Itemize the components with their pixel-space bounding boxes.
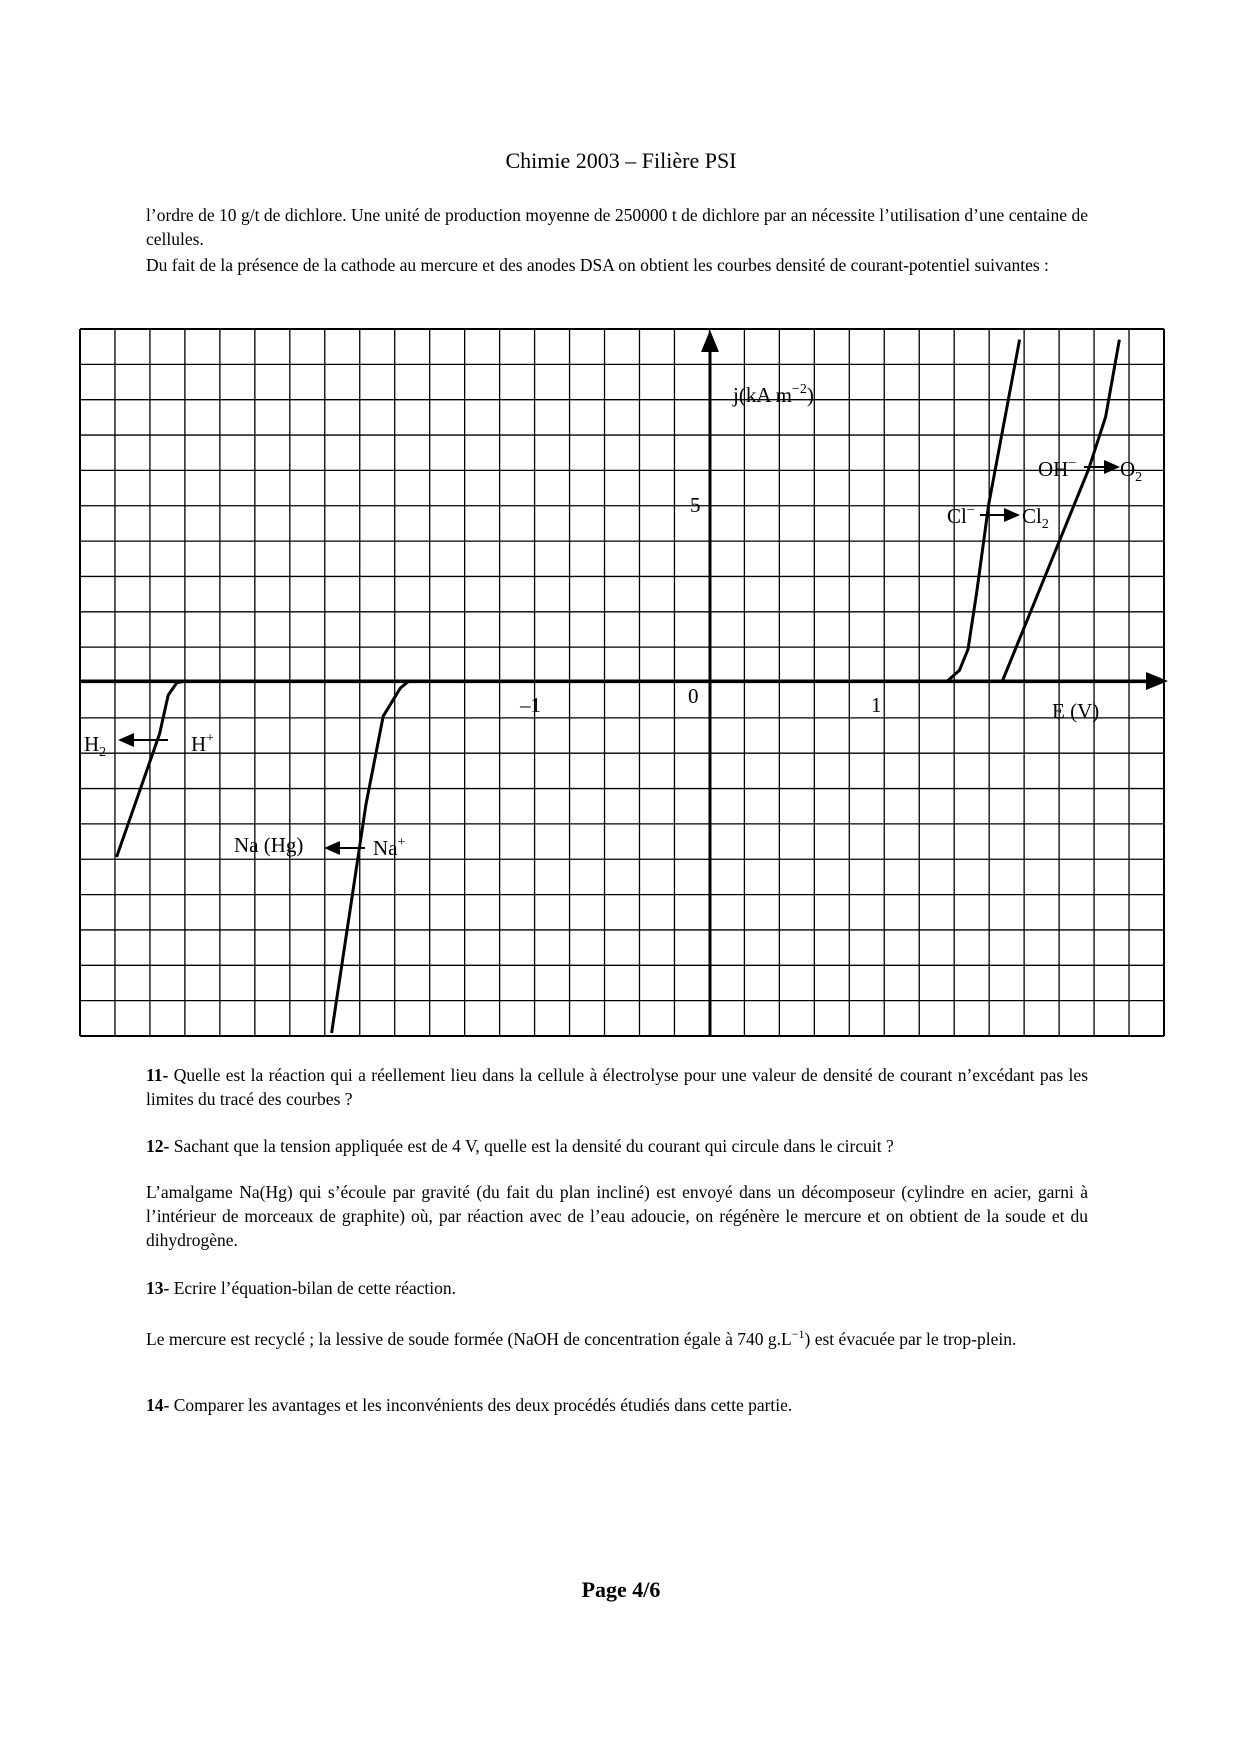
intro-paragraph-2: Du fait de la présence de la cathode au mercure et des anodes DSA on obtient les courbes densité de courant-potentiel suivantes :: [146, 255, 1049, 275]
arrow-right-icon: [1004, 508, 1020, 522]
x-tick-label: 0: [688, 684, 699, 708]
label-h2: $H_2$: [84, 732, 107, 760]
arrow-left-icon: [324, 841, 340, 855]
curve-series: [1002, 340, 1119, 681]
x-tick-label: –1: [520, 693, 541, 717]
label-na-plus: Na+: [373, 835, 406, 860]
y-axis-arrow: [701, 330, 719, 352]
label-cl-minus: Cl−: [947, 503, 975, 528]
paragraph-amalgame: L’amalgame Na(Hg) qui s’écoule par gravité (du fait du plan incliné) est envoyé dans un décomposeur (cylindre en acier, garni à l’intérieur de morceaux de graphite) où, par réaction avec de l’eau adoucie, on régénère le mercure et on obtient de la soude et du dihydrogène.: [146, 1182, 1088, 1250]
paragraph-mercure: Le mercure est recyclé ; la lessive de soude formée (NaOH de concentration égale à 740 $g.L^{-1}$) est évacuée par le trop-plein.: [146, 1327, 1017, 1349]
y-tick-label: 5: [690, 493, 701, 517]
y-axis-label: j(kA $m^{-2}$): [733, 382, 814, 407]
x-tick-label: 1: [871, 693, 882, 717]
curve-series: [117, 681, 186, 857]
question-11: 11- Quelle est la réaction qui a réellement lieu dans la cellule à électrolyse pour une valeur de densité de courant n’excédant pas les limites du tracé des courbes ?: [146, 1065, 1089, 1109]
label-hplus: H+: [191, 731, 215, 756]
question-12: 12- Sachant que la tension appliquée est de 4 V, quelle est la densité du courant qui circule dans le circuit ?: [146, 1136, 894, 1156]
question-13: 13- Ecrire l’équation-bilan de cette réaction.: [146, 1278, 456, 1298]
label-na-hg: Na (Hg): [234, 833, 304, 857]
intro-paragraph-1: l’ordre de 10 g/t de dichlore. Une unité de production moyenne de 250000 t de dichlore par an nécessite l’utilisation d’une centaine de cellules.: [146, 205, 1088, 249]
page-footer: Page 4/6: [581, 1577, 661, 1602]
arrow-left-icon: [118, 733, 134, 747]
page-header: Chimie 2003 – Filière PSI: [505, 148, 737, 173]
chart-curves: [117, 340, 1120, 1033]
label-o2: $O_2$: [1120, 457, 1143, 485]
label-cl2: $Cl_2$: [1022, 504, 1049, 532]
label-oh-minus: OH−: [1038, 456, 1077, 481]
question-14: 14- Comparer les avantages et les inconvénients des deux procédés étudiés dans cette partie.: [146, 1395, 793, 1415]
arrow-right-icon: [1104, 460, 1120, 474]
x-axis-label: E (V): [1052, 699, 1100, 723]
